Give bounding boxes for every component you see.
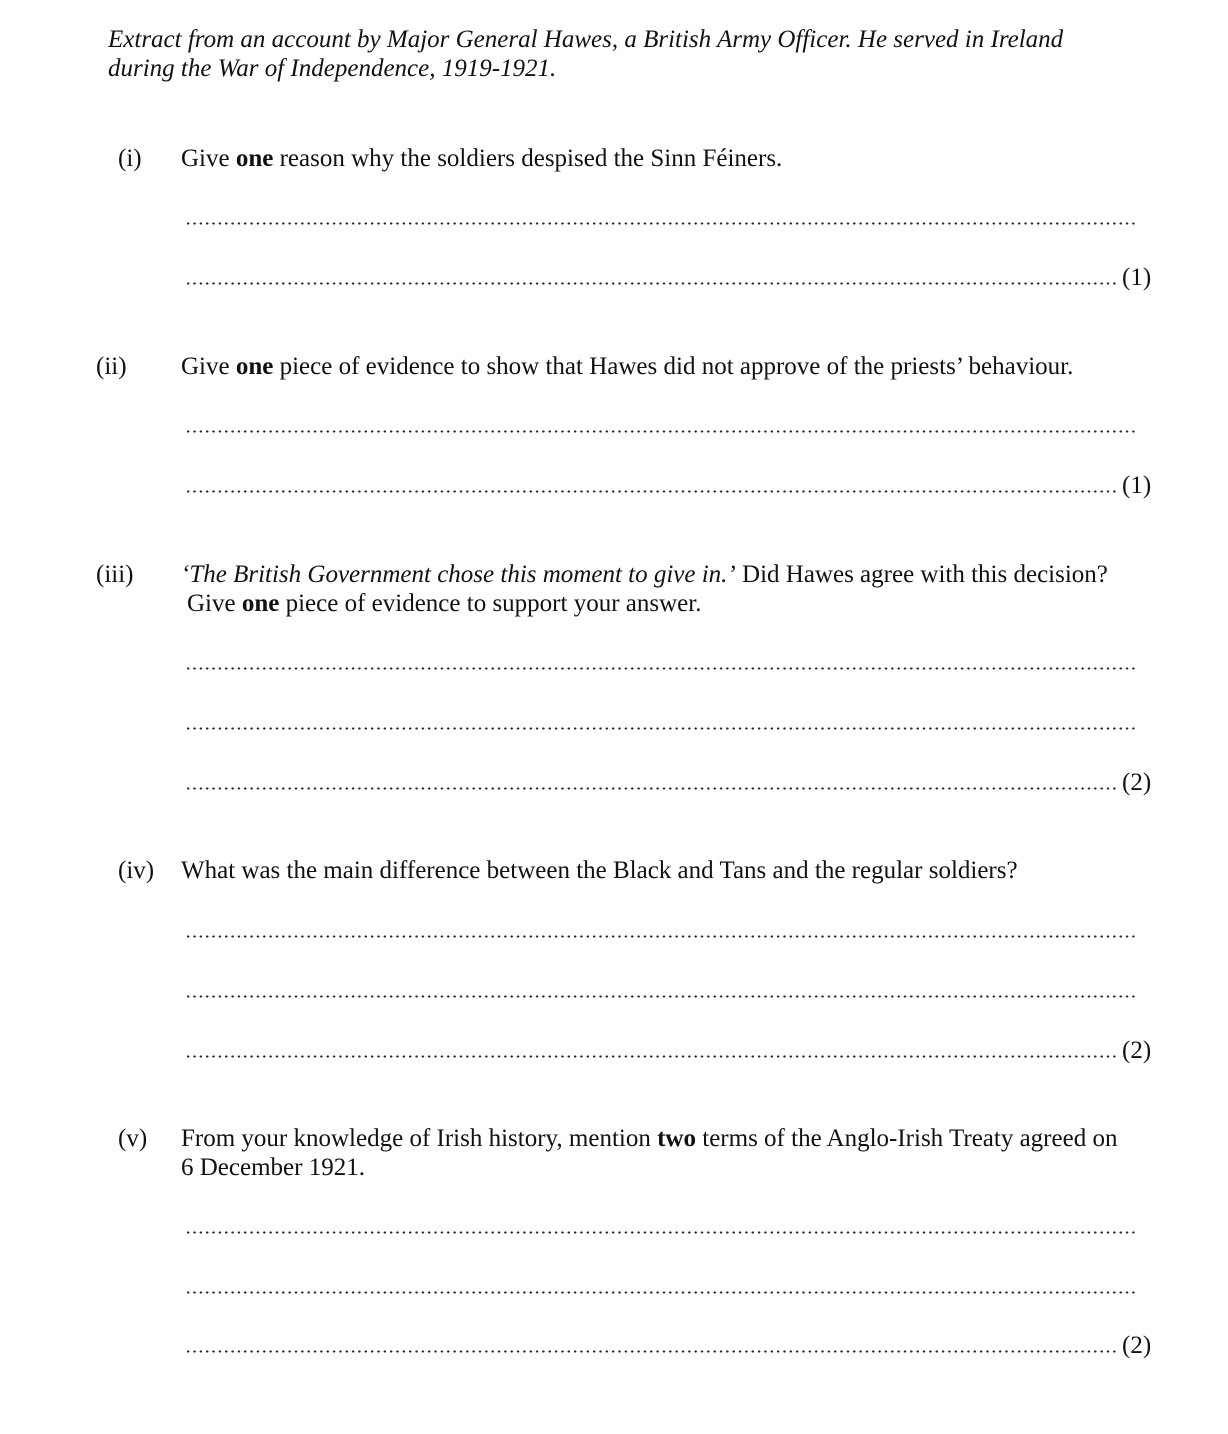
question-5-line-2: 6 December 1921.	[181, 1154, 365, 1181]
answer-line[interactable]	[185, 222, 1137, 225]
question-5-line-1	[181, 1124, 1171, 1153]
answer-line[interactable]	[185, 787, 1117, 790]
question-4-number: (iv)	[118, 857, 155, 884]
question-3-line-1	[181, 560, 1171, 589]
question-5-text	[181, 1124, 1171, 1182]
answer-line[interactable]	[185, 727, 1137, 730]
question-3-emphasis: one	[241, 590, 280, 617]
answer-line[interactable]	[185, 282, 1117, 285]
answer-line[interactable]	[185, 1350, 1117, 1353]
source-line-1: Extract from an account by Major General Hawes, a British Army Officer. He served in Ireland	[108, 26, 1064, 53]
question-1-emphasis: one	[235, 145, 274, 172]
question-1-text-pre: Give	[181, 145, 236, 172]
answer-line[interactable]	[185, 995, 1137, 998]
question-3-mark: (2)	[1122, 769, 1152, 796]
question-2-emphasis: one	[235, 353, 274, 380]
answer-line[interactable]	[185, 667, 1137, 670]
question-5-text-pre: From your knowledge of Irish history, mention	[181, 1125, 658, 1152]
question-1-text-post: reason why the soldiers despised the Sinn Féiners.	[273, 145, 783, 172]
question-3-line-2	[181, 589, 1171, 618]
question-3-quote: ‘The British Government chose this moment to give in.’	[181, 561, 736, 588]
question-4-text: What was the main difference between the Black and Tans and the regular soldiers?	[181, 857, 1018, 884]
question-5-text-post: terms of the Anglo-Irish Treaty agreed on	[696, 1125, 1118, 1152]
question-1-mark: (1)	[1122, 264, 1152, 291]
question-2-text-post: piece of evidence to show that Hawes did not approve of the priests’ behaviour.	[273, 353, 1074, 380]
answer-line[interactable]	[185, 935, 1137, 938]
question-3-line-2-post: piece of evidence to support your answer.	[279, 590, 702, 617]
answer-line[interactable]	[185, 430, 1137, 433]
question-1-text	[181, 144, 1171, 173]
question-1-number: (i)	[118, 145, 142, 172]
answer-line[interactable]	[185, 1291, 1137, 1294]
question-2-number: (ii)	[96, 353, 127, 380]
question-3-after-quote: Did Hawes agree with this decision?	[735, 561, 1108, 588]
answer-line[interactable]	[185, 1055, 1117, 1058]
question-2-mark: (1)	[1122, 472, 1152, 499]
question-3-text	[181, 560, 1171, 618]
question-4-mark: (2)	[1122, 1037, 1152, 1064]
question-5-number: (v)	[118, 1125, 148, 1152]
question-5-emphasis: two	[657, 1125, 696, 1152]
source-caption	[108, 25, 1148, 83]
question-5-mark: (2)	[1122, 1332, 1152, 1359]
source-line-2: during the War of Independence, 1919-1921.	[108, 55, 557, 82]
answer-line[interactable]	[185, 1231, 1137, 1234]
question-3-number: (iii)	[96, 561, 134, 588]
question-2-text-pre: Give	[181, 353, 236, 380]
question-3-line-2-pre: Give	[187, 590, 242, 617]
answer-line[interactable]	[185, 490, 1117, 493]
question-2-text	[181, 352, 1171, 381]
